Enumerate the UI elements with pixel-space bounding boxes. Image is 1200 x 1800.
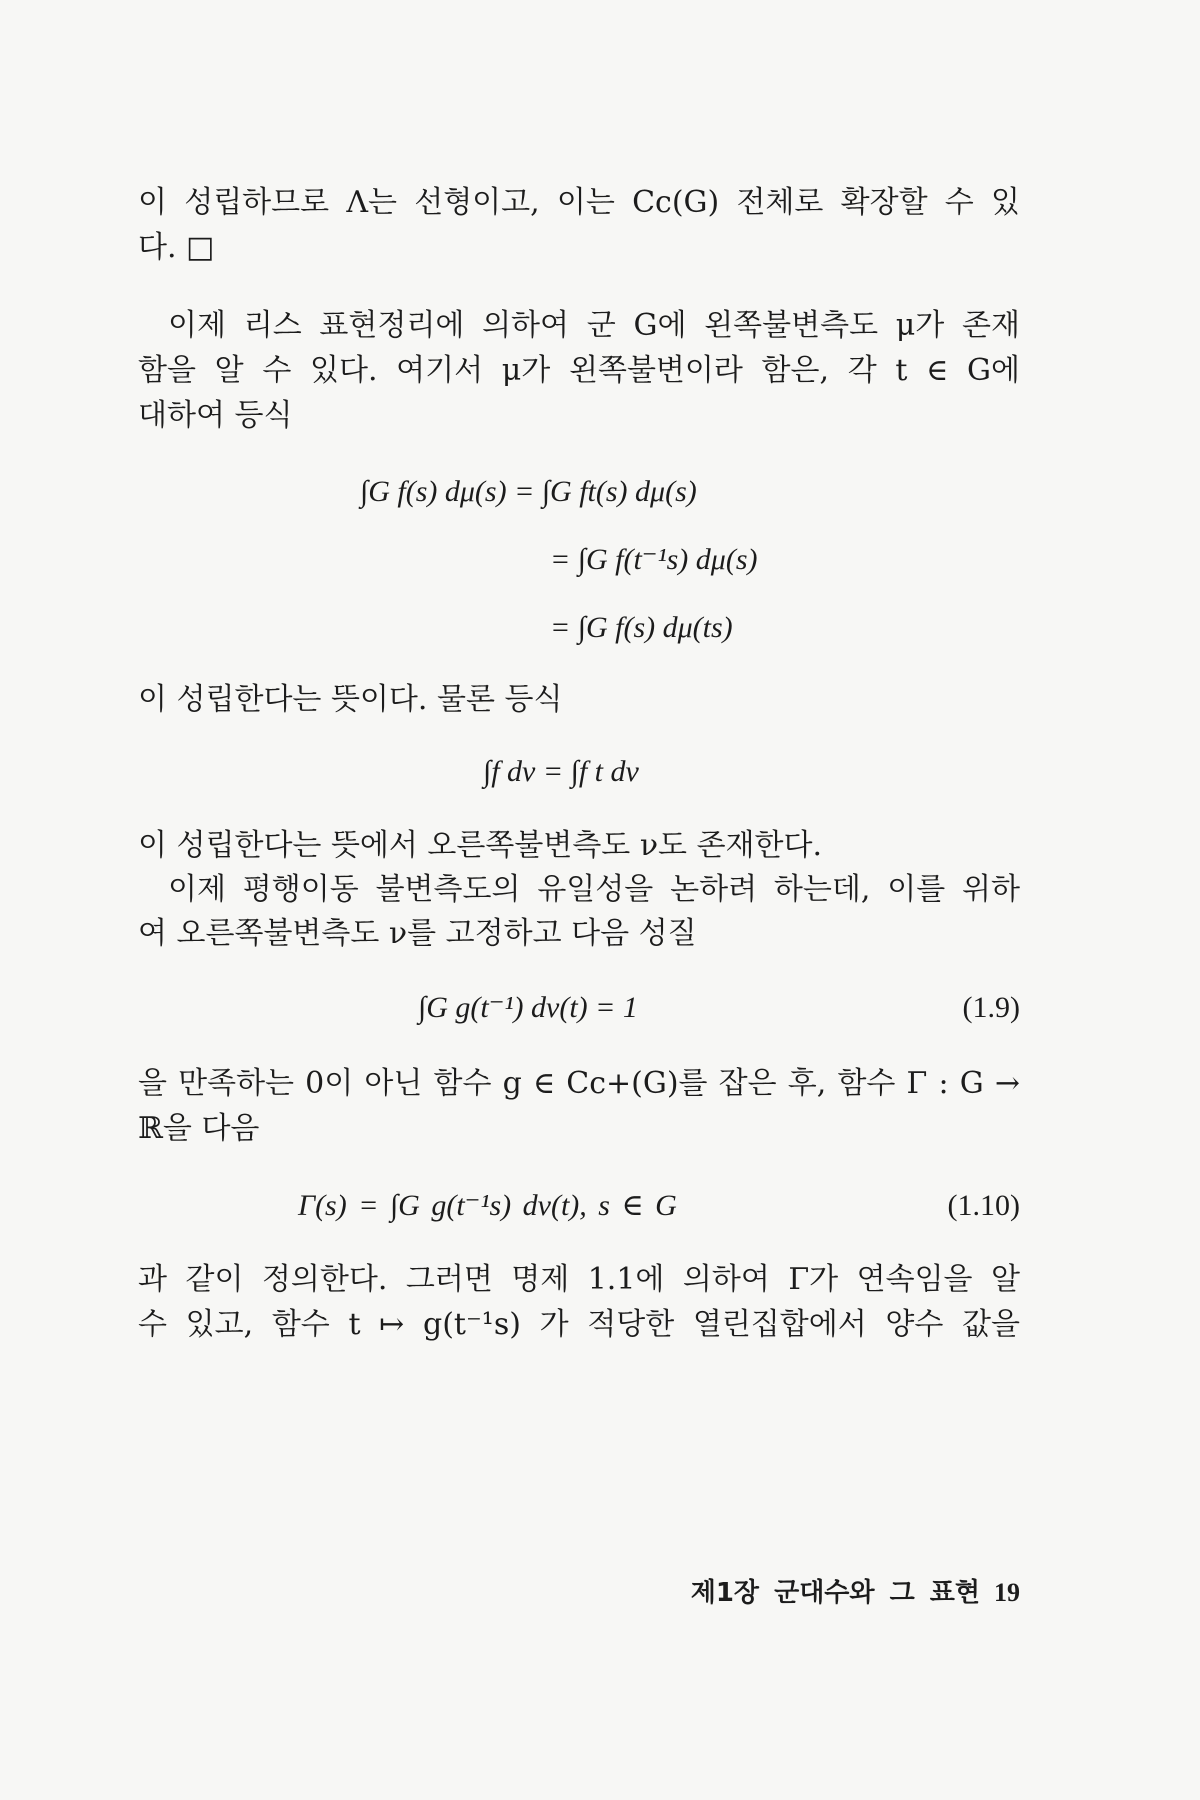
text-line: 이 성립한다는 뜻에서 오른쪽불변측도 ν도 존재한다.	[138, 828, 823, 863]
text-line: 여 오른쪽불변측도 ν를 고정하고 다음 성질	[138, 916, 697, 951]
equation-right-invariance: ∫f dν = ∫f t dν	[483, 755, 639, 788]
text-line: 과 같이 정의한다. 그러면 명제 1.1에 의하여 Γ가 연속임을 알	[138, 1262, 1020, 1297]
chapter-title: 제1장 군대수와 그 표현	[690, 1578, 980, 1608]
text-line: 이제 리스 표현정리에 의하여 군 G에 왼쪽불변측도 μ가 존재	[168, 308, 1020, 343]
equation-left-invariance-2: = ∫G f(t⁻¹s) dμ(s)	[550, 543, 758, 576]
text-line: 수 있고, 함수 t ↦ g(t⁻¹s) 가 적당한 열린집합에서 양수 값을	[138, 1307, 1020, 1342]
text-line: 을 만족하는 0이 아닌 함수 g ∈ Cc+(G)를 잡은 후, 함수 Γ : G →	[138, 1066, 1020, 1101]
text-line: 대하여 등식	[138, 398, 293, 433]
equation-1-9: ∫G g(t⁻¹) dν(t) = 1	[418, 991, 638, 1024]
text-line: ℝ을 다음	[138, 1111, 260, 1146]
equation-1-10: Γ(s) = ∫G g(t⁻¹s) dν(t), s ∈ G	[298, 1189, 677, 1222]
running-footer	[691, 1575, 1020, 1611]
text-line: 이제 평행이동 불변측도의 유일성을 논하려 하는데, 이를 위하	[168, 872, 1020, 907]
equation-number: (1.10)	[947, 1189, 1020, 1222]
equation-left-invariance-1: ∫G f(s) dμ(s) = ∫G ft(s) dμ(s)	[360, 475, 697, 508]
text-line: 함을 알 수 있다. 여기서 μ가 왼쪽불변이라 함은, 각 t ∈ G에	[138, 353, 1020, 388]
text-line: 이 성립하므로 Λ는 선형이고, 이는 Cc(G) 전체로 확장할 수 있	[138, 185, 1020, 220]
text-line: 이 성립한다는 뜻이다. 물론 등식	[138, 682, 563, 717]
text-line: 다. □	[138, 230, 215, 265]
equation-number: (1.9)	[962, 991, 1020, 1024]
page-number: 19	[994, 1578, 1020, 1607]
equation-left-invariance-3: = ∫G f(s) dμ(ts)	[550, 611, 733, 644]
